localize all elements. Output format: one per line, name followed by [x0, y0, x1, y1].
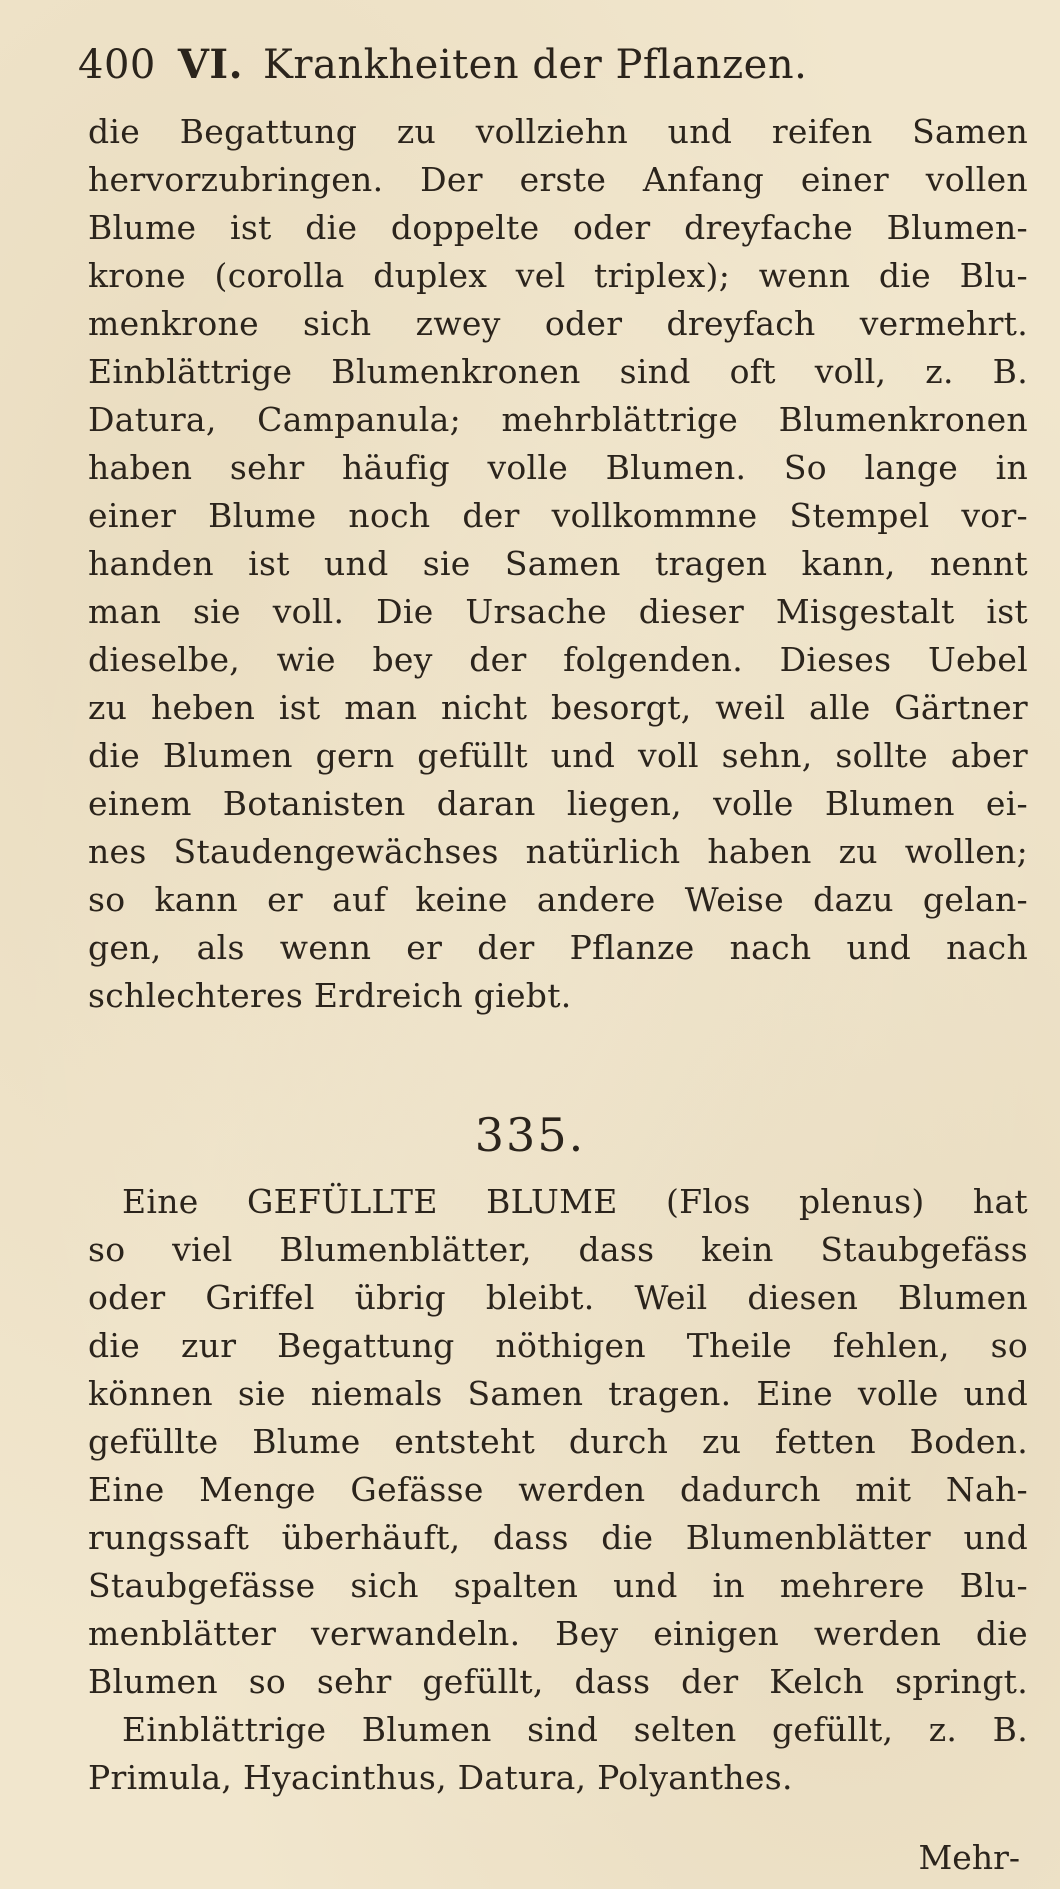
text-line: nes Staudengewächses natürlich haben zu wollen; — [88, 832, 1028, 871]
text-line: menkrone sich zwey oder dreyfach vermehrt. — [88, 304, 1028, 343]
text-line: rungssaft überhäuft, dass die Blumenblätter und — [88, 1518, 1028, 1557]
text-line: dieselbe, wie bey der folgenden. Dieses Uebel — [88, 640, 1028, 679]
text-line: können sie niemals Samen tragen. Eine volle und — [88, 1374, 1028, 1413]
text-line: die Blumen gern gefüllt und voll sehn, sollte aber — [88, 736, 1028, 775]
text-line: die zur Begattung nöthigen Theile fehlen, so — [88, 1326, 1028, 1365]
text-line: so kann er auf keine andere Weise dazu gelan- — [88, 880, 1028, 919]
text-line: Eine GEFÜLLTE BLUME (Flos plenus) hat — [122, 1182, 1028, 1221]
text-line: krone (corolla duplex vel triplex); wenn die Blu- — [88, 256, 1028, 295]
page-number: 400 — [78, 42, 156, 88]
text-line: menblätter verwandeln. Bey einigen werden die — [88, 1614, 1028, 1653]
text-line: die Begattung zu vollziehn und reifen Samen — [88, 112, 1028, 151]
text-line: oder Griffel übrig bleibt. Weil diesen Blumen — [88, 1278, 1028, 1317]
text-line: handen ist und sie Samen tragen kann, nennt — [88, 544, 1028, 583]
text-line: Blume ist die doppelte oder dreyfache Blumen- — [88, 208, 1028, 247]
text-line: hervorzubringen. Der erste Anfang einer vollen — [88, 160, 1028, 199]
text-line: Staubgefässe sich spalten und in mehrere Blu- — [88, 1566, 1028, 1605]
text-line: man sie voll. Die Ursache dieser Misgestalt ist — [88, 592, 1028, 631]
text-line: gen, als wenn er der Pflanze nach und nach — [88, 928, 1028, 967]
text-line: Eine Menge Gefässe werden dadurch mit Nah- — [88, 1470, 1028, 1509]
text-line: einer Blume noch der vollkommne Stempel vor- — [88, 496, 1028, 535]
text-line: einem Botanisten daran liegen, volle Blumen ei- — [88, 784, 1028, 823]
text-line: haben sehr häufig volle Blumen. So lange in — [88, 448, 1028, 487]
text-line: Primula, Hyacinthus, Datura, Polyanthes. — [88, 1758, 793, 1797]
text-line: Einblättrige Blumenkronen sind oft voll, z. B. — [88, 352, 1028, 391]
text-line: Einblättrige Blumen sind selten gefüllt, z. B. — [122, 1710, 1028, 1749]
text-line: schlechteres Erdreich giebt. — [88, 976, 572, 1015]
text-line: gefüllte Blume entsteht durch zu fetten Boden. — [88, 1422, 1028, 1461]
section-number: 335. — [474, 1108, 586, 1162]
text-line: Blumen so sehr gefüllt, dass der Kelch springt. — [88, 1662, 1028, 1701]
catchword: Mehr- — [918, 1838, 1020, 1877]
running-head — [78, 30, 978, 100]
running-title: Krankheiten der Pflanzen. — [263, 42, 808, 88]
chapter-number: VI. — [177, 41, 244, 88]
text-line: so viel Blumenblätter, dass kein Staubgefäss — [88, 1230, 1028, 1269]
paragraph-bottom — [88, 1178, 1028, 1802]
text-line: Datura, Campanula; mehrblättrige Blumenkronen — [88, 400, 1028, 439]
paragraph-top — [88, 108, 1028, 1020]
text-line: zu heben ist man nicht besorgt, weil alle Gärtner — [88, 688, 1028, 727]
